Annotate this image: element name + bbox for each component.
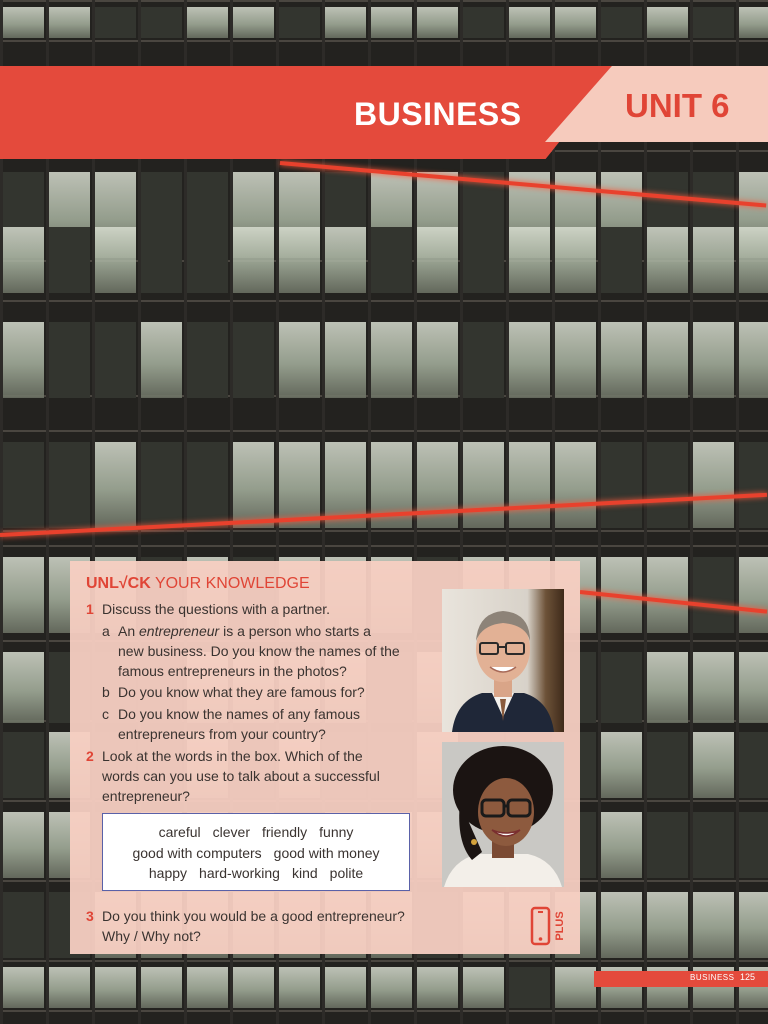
building-window	[278, 227, 320, 293]
word-item: funny	[319, 824, 354, 840]
building-window	[324, 967, 366, 1008]
building-window	[600, 732, 642, 798]
building-window	[48, 227, 90, 293]
building-window	[140, 967, 182, 1008]
question-1a-pre: An	[118, 623, 140, 639]
building-window	[416, 227, 458, 293]
page-number: 125	[740, 972, 756, 982]
building-window	[370, 322, 412, 398]
building-window	[186, 322, 228, 398]
word-item: friendly	[262, 824, 308, 840]
building-floor	[0, 545, 768, 547]
building-window	[738, 442, 768, 528]
building-window	[2, 7, 44, 38]
building-window	[2, 892, 44, 958]
entrepreneur-photo-2	[442, 742, 564, 887]
building-window	[232, 322, 274, 398]
building-window	[2, 732, 44, 798]
building-window	[2, 557, 44, 633]
question-1a-post: is a person who starts a	[219, 623, 371, 639]
building-window	[600, 892, 642, 958]
building-window	[646, 892, 688, 958]
building-window	[232, 7, 274, 38]
building-window	[508, 7, 550, 38]
word-item: good with money	[273, 845, 380, 861]
building-window	[692, 732, 734, 798]
building-window	[554, 7, 596, 38]
word-item: happy	[148, 865, 188, 881]
building-window	[646, 732, 688, 798]
building-floor	[0, 960, 768, 962]
building-window	[692, 442, 734, 528]
question-1-text: Discuss the questions with a partner.	[102, 601, 331, 617]
section-heading	[86, 575, 310, 593]
question-1a-line3: famous entrepreneurs in the photos?	[118, 663, 347, 679]
building-window	[646, 812, 688, 878]
building-window	[462, 967, 504, 1008]
header-banner	[0, 66, 620, 159]
question-1b-letter: b	[102, 684, 110, 700]
section-heading-strong: UNL√CK	[86, 575, 151, 592]
building-window	[48, 442, 90, 528]
building-window	[508, 322, 550, 398]
building-floor	[0, 40, 768, 42]
building-window	[370, 967, 412, 1008]
building-window	[554, 322, 596, 398]
building-window	[692, 322, 734, 398]
entrepreneur-term: entrepreneur	[139, 623, 220, 639]
building-mullion	[598, 0, 601, 1024]
building-window	[94, 322, 136, 398]
word-row-3	[103, 865, 409, 881]
word-item: careful	[158, 824, 201, 840]
building-window	[554, 227, 596, 293]
word-item: kind	[291, 865, 318, 881]
building-window	[554, 442, 596, 528]
building-window	[416, 967, 458, 1008]
building-window	[186, 7, 228, 38]
section-heading-rest: YOUR KNOWLEDGE	[154, 575, 310, 592]
building-window	[600, 322, 642, 398]
building-window	[692, 652, 734, 723]
unit-title: BUSINESS	[354, 96, 522, 132]
building-window	[738, 652, 768, 723]
building-window	[738, 557, 768, 633]
building-window	[2, 442, 44, 528]
building-window	[646, 322, 688, 398]
building-window	[278, 967, 320, 1008]
question-2-number: 2	[86, 748, 94, 764]
building-window	[2, 967, 44, 1008]
building-window	[462, 322, 504, 398]
question-1a-letter: a	[102, 623, 110, 639]
building-window	[232, 442, 274, 528]
building-window	[278, 322, 320, 398]
entrepreneur-photo-1	[442, 589, 564, 732]
phone-plus-icon	[529, 906, 571, 948]
building-window	[646, 652, 688, 723]
building-window	[462, 442, 504, 528]
building-floor	[0, 300, 768, 302]
building-window	[324, 7, 366, 38]
building-window	[600, 442, 642, 528]
building-window	[738, 322, 768, 398]
building-window	[232, 227, 274, 293]
building-window	[94, 7, 136, 38]
building-window	[738, 227, 768, 293]
building-window	[2, 322, 44, 398]
building-window	[692, 227, 734, 293]
question-1-number: 1	[86, 601, 94, 617]
building-window	[600, 812, 642, 878]
word-box	[102, 813, 410, 891]
building-floor	[0, 1010, 768, 1012]
building-window	[2, 812, 44, 878]
building-window	[692, 7, 734, 38]
word-item: hard-working	[199, 865, 280, 881]
building-window	[692, 812, 734, 878]
building-window	[324, 322, 366, 398]
building-window	[2, 652, 44, 723]
question-1a-line1	[118, 621, 371, 641]
word-item: polite	[329, 865, 364, 881]
unit-number: UNIT 6	[625, 87, 730, 124]
building-window	[508, 967, 550, 1008]
word-item: good with computers	[132, 845, 262, 861]
building-window	[646, 442, 688, 528]
building-window	[462, 7, 504, 38]
plus-label: PLUS	[554, 911, 566, 941]
building-window	[738, 812, 768, 878]
question-1c-line1: Do you know the names of any famous	[118, 706, 361, 722]
building-window	[278, 7, 320, 38]
building-window	[416, 7, 458, 38]
question-1a-line2: new business. Do you know the names of the	[118, 643, 400, 659]
building-window	[186, 967, 228, 1008]
building-window	[646, 7, 688, 38]
building-window	[94, 227, 136, 293]
building-window	[554, 967, 596, 1008]
building-window	[324, 227, 366, 293]
footer-section: BUSINESS	[690, 973, 735, 982]
building-mullion	[690, 0, 693, 1024]
building-window	[738, 7, 768, 38]
question-1c-line2: entrepreneurs from your country?	[118, 726, 326, 742]
word-row-1	[103, 824, 409, 840]
building-window	[600, 652, 642, 723]
building-window	[232, 967, 274, 1008]
question-2-line1: Look at the words in the box. Which of the	[102, 748, 363, 764]
question-3-line1: Do you think you would be a good entrepreneur?	[102, 908, 405, 924]
building-window	[140, 7, 182, 38]
building-floor	[0, 0, 768, 2]
word-row-2	[103, 845, 409, 861]
building-window	[508, 442, 550, 528]
building-window	[600, 227, 642, 293]
building-window	[94, 442, 136, 528]
question-3-line2: Why / Why not?	[102, 928, 201, 944]
building-window	[2, 227, 44, 293]
building-window	[600, 7, 642, 38]
building-window	[278, 442, 320, 528]
building-window	[48, 322, 90, 398]
building-window	[140, 442, 182, 528]
building-window	[416, 442, 458, 528]
building-window	[48, 967, 90, 1008]
question-1c-letter: c	[102, 706, 109, 722]
building-window	[370, 227, 412, 293]
building-window	[646, 557, 688, 633]
building-window	[186, 227, 228, 293]
building-window	[416, 322, 458, 398]
building-window	[692, 557, 734, 633]
question-3-number: 3	[86, 908, 94, 924]
building-window	[94, 967, 136, 1008]
building-window	[508, 227, 550, 293]
building-window	[186, 442, 228, 528]
building-window	[462, 227, 504, 293]
building-mullion	[644, 0, 647, 1024]
building-window	[738, 732, 768, 798]
building-floor	[0, 430, 768, 432]
building-window	[646, 227, 688, 293]
building-window	[692, 892, 734, 958]
word-item: clever	[212, 824, 250, 840]
building-window	[140, 322, 182, 398]
building-mullion	[736, 0, 739, 1024]
question-1b-text: Do you know what they are famous for?	[118, 684, 365, 700]
building-window	[48, 7, 90, 38]
building-window	[140, 227, 182, 293]
building-window	[738, 892, 768, 958]
building-window	[370, 7, 412, 38]
question-2-line3: entrepreneur?	[102, 788, 190, 804]
question-2-line2: words can you use to talk about a successful	[102, 768, 380, 784]
